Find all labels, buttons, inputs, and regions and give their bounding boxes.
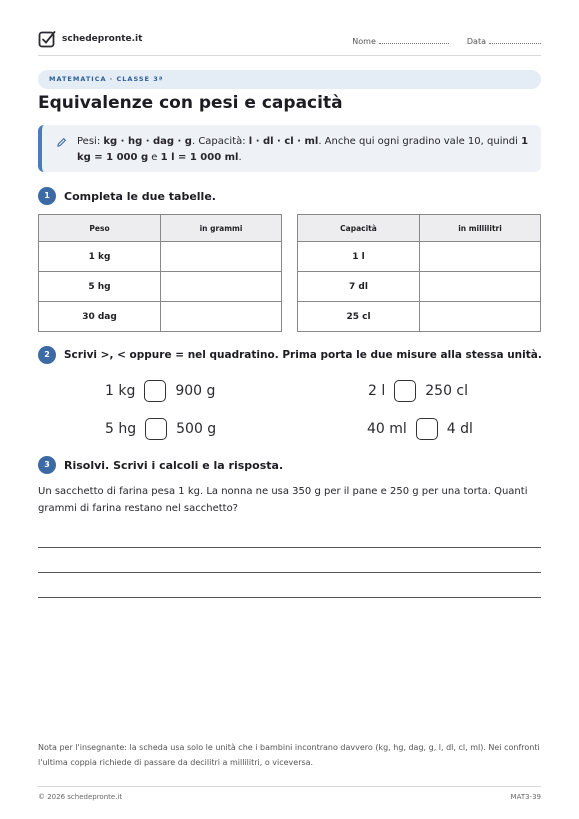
comparison-right: 250 cl [425, 383, 469, 399]
exercise-2-heading [38, 346, 542, 364]
answer-cell[interactable] [420, 302, 541, 332]
table-row [298, 242, 541, 272]
answer-cell[interactable] [161, 302, 282, 332]
comparison-right: 4 dl [446, 421, 473, 437]
checkbox-logo-icon [38, 30, 56, 48]
answer-cell[interactable] [420, 242, 541, 272]
table-row [39, 302, 282, 332]
column-header: Peso [39, 215, 161, 242]
exercise-1-heading [38, 187, 216, 205]
exercise-number: 3 [38, 456, 56, 474]
sheet-code: MAT3-39 [510, 793, 541, 801]
pencil-icon [56, 137, 67, 148]
table-cell: 25 cl [298, 302, 420, 332]
date-field[interactable]: Data [467, 36, 541, 46]
copyright: © 2026 schedepronte.it [38, 793, 123, 801]
comparison-box[interactable] [416, 418, 438, 440]
answer-line[interactable] [38, 572, 541, 573]
comparison-item [105, 418, 216, 440]
comparison-right: 500 g [176, 421, 217, 437]
table-row [298, 272, 541, 302]
exercise-title: Risolvi. Scrivi i calcoli e la risposta. [64, 458, 284, 472]
capacity-table [297, 214, 541, 332]
page-header [38, 30, 541, 56]
answer-cell[interactable] [161, 272, 282, 302]
comparison-item [367, 418, 473, 440]
weight-table [38, 214, 282, 332]
brand-logo [38, 30, 142, 48]
exercise-number: 1 [38, 187, 56, 205]
exercise-title: Scrivi >, < oppure = nel quadratino. Prima porta le due misure alla stessa unità. [64, 349, 542, 361]
table-row [39, 242, 282, 272]
comparison-left: 5 hg [105, 421, 137, 437]
brand-name: schedepronte.it [62, 34, 143, 44]
answer-line[interactable] [38, 597, 541, 598]
page-title: Equivalenze con pesi e capacità [38, 93, 343, 113]
comparison-right: 900 g [175, 383, 216, 399]
column-header: in grammi [161, 215, 282, 242]
page-footer [38, 786, 541, 801]
table-cell: 5 hg [39, 272, 161, 302]
name-field[interactable]: Nome [352, 36, 449, 46]
answer-cell[interactable] [161, 242, 282, 272]
comparison-left: 1 kg [105, 383, 136, 399]
table-cell: 7 dl [298, 272, 420, 302]
column-header: in millilitri [420, 215, 541, 242]
comparison-left: 40 ml [367, 421, 407, 437]
comparison-left: 2 l [368, 383, 386, 399]
comparison-item [368, 380, 468, 402]
exercise-number: 2 [38, 346, 56, 364]
teacher-note: Nota per l'insegnante: la scheda usa solo le unità che i bambini incontrano davvero (kg, hg, dag, g, l, dl, cl, ml). Nei confronti l'ultima coppia richiede di passare da decilitri a millilitri, o viceversa. [38, 743, 540, 767]
answer-line[interactable] [38, 547, 541, 548]
subject-banner: MATEMATICA · CLASSE 3ª [38, 70, 541, 89]
table-cell: 1 kg [39, 242, 161, 272]
info-box [38, 125, 541, 172]
answer-cell[interactable] [420, 272, 541, 302]
table-row [39, 272, 282, 302]
column-header: Capacità [298, 215, 420, 242]
problem-text: Un sacchetto di farina pesa 1 kg. La nonna ne usa 350 g per il pane e 250 g per una torta. Quanti grammi di farina restano nel sacchetto? [38, 486, 528, 514]
name-date-fields [352, 36, 541, 46]
info-text: Pesi: kg · hg · dag · g. Capacità: l · dl · cl · ml. Anche qui ogni gradino vale 10, quindi 1 kg = 1 000 g e 1 l = 1 000 ml. [77, 136, 529, 163]
table-cell: 30 dag [39, 302, 161, 332]
comparison-box[interactable] [394, 380, 416, 402]
table-cell: 1 l [298, 242, 420, 272]
exercise-3-heading [38, 456, 283, 474]
exercise-title: Completa le due tabelle. [64, 189, 216, 203]
table-row [298, 302, 541, 332]
comparison-box[interactable] [144, 380, 166, 402]
comparison-item [105, 380, 215, 402]
comparison-box[interactable] [145, 418, 167, 440]
